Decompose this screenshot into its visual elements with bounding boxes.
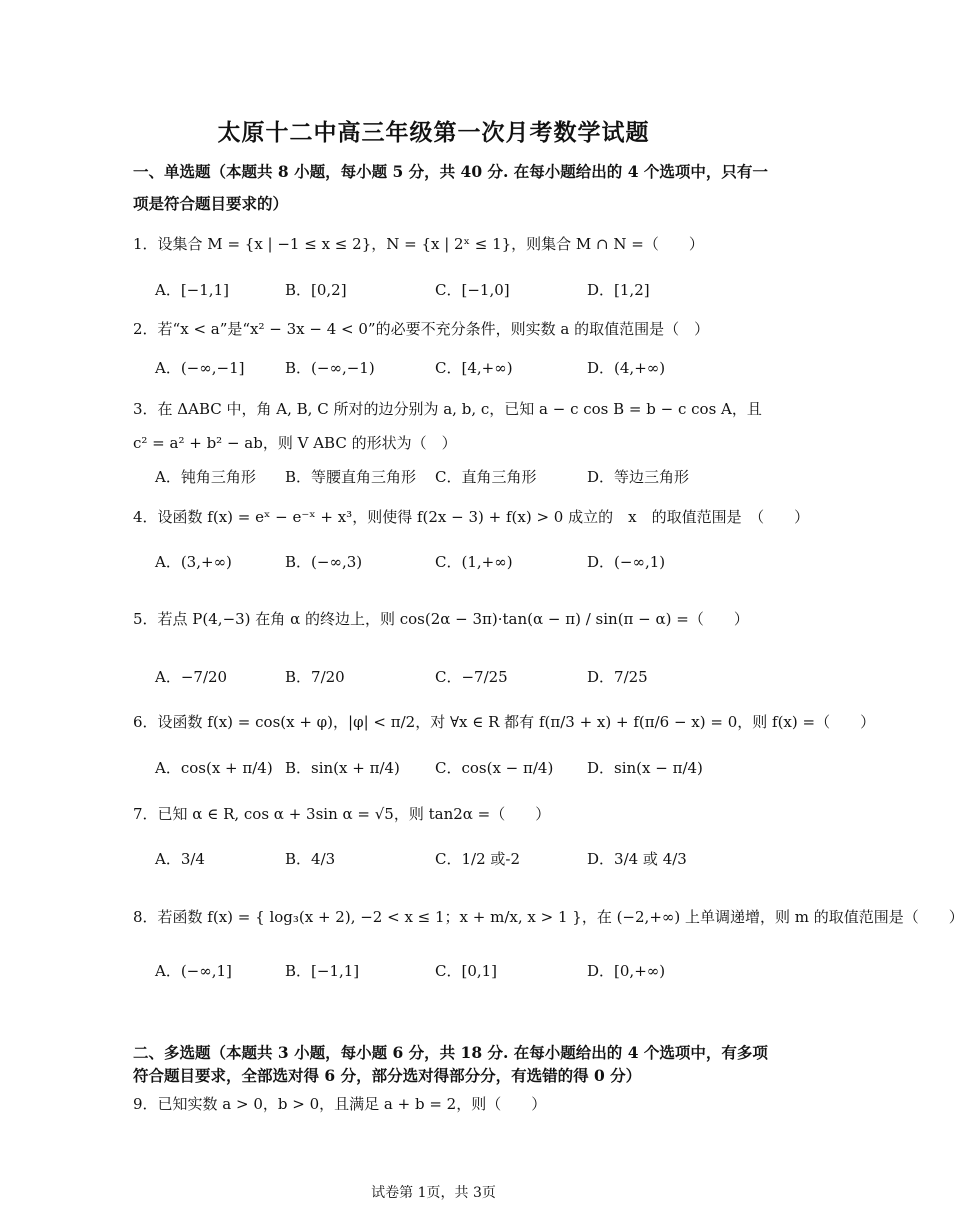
q2-option-c: C．[4,+∞): [435, 359, 513, 377]
section1-heading-line2: 项是符合题目要求的）: [133, 194, 289, 213]
q3-option-c: C．直角三角形: [435, 468, 537, 486]
section1-heading-line1: 一、单选题（本题共 8 小题，每小题 5 分，共 40 分. 在每小题给出的 4 个选项中，只有一: [133, 162, 768, 181]
q1-option-b: B．[0,2]: [285, 281, 347, 299]
q2-option-b: B．(−∞,−1): [285, 359, 375, 377]
question-3-line2: c² = a² + b² − ab，则 V ABC 的形状为（ ）: [133, 434, 457, 452]
q5-option-b: B．7/20: [285, 668, 345, 686]
q5-option-a: A．−7/20: [155, 668, 228, 686]
question-8: 8．若函数 f(x) = { log₃(x + 2), −2 < x ≤ 1；x + m/x, x > 1 }，在 (−2,+∞) 上单调递增，则 m 的取值范围是（ ）: [133, 908, 964, 926]
q3-option-d: D．等边三角形: [587, 468, 690, 486]
q6-option-c: C．cos(x − π/4): [435, 759, 554, 777]
q5-option-c: C．−7/25: [435, 668, 508, 686]
q4-option-d: D．(−∞,1): [587, 553, 666, 571]
question-9: 9．已知实数 a > 0，b > 0，且满足 a + b = 2，则（ ）: [133, 1095, 547, 1113]
q3-option-a: A．钝角三角形: [155, 468, 256, 486]
question-7: 7．已知 α ∈ R, cos α + 3sin α = √5，则 tan2α =（ ）: [133, 805, 551, 823]
q8-option-c: C．[0,1]: [435, 962, 498, 980]
question-3-line1: 3．在 ΔABC 中，角 A, B, C 所对的边分别为 a, b, c，已知 a − c cos B = b − c cos A，且: [133, 400, 762, 418]
section2-heading-line1: 二、多选题（本题共 3 小题，每小题 6 分，共 18 分. 在每小题给出的 4 个选项中，有多项: [133, 1043, 768, 1062]
q2-option-d: D．(4,+∞): [587, 359, 666, 377]
q7-option-b: B．4/3: [285, 850, 336, 868]
q7-option-a: A．3/4: [155, 850, 205, 868]
question-6: 6．设函数 f(x) = cos(x + φ)，|φ| < π/2，对 ∀x ∈ R 都有 f(π/3 + x) + f(π/6 − x) = 0，则 f(x) =（ ）: [133, 713, 876, 731]
q8-option-b: B．[−1,1]: [285, 962, 360, 980]
page-footer: 试卷第 1页，共 3页: [371, 1185, 496, 1201]
question-4: 4．设函数 f(x) = eˣ − e⁻ˣ + x³，则使得 f(2x − 3) + f(x) > 0 成立的 x 的取值范围是 （ ）: [133, 508, 810, 526]
q6-option-d: D．sin(x − π/4): [587, 759, 703, 777]
page-title: 太原十二中高三年级第一次月考数学试题: [217, 119, 650, 146]
q1-option-d: D．[1,2]: [587, 281, 650, 299]
q1-option-a: A．[−1,1]: [155, 281, 229, 299]
question-1: 1．设集合 M = {x | −1 ≤ x ≤ 2}，N = {x | 2ˣ ≤ 1}，则集合 M ∩ N =（ ）: [133, 235, 704, 253]
q1-option-c: C．[−1,0]: [435, 281, 510, 299]
q7-option-d: D．3/4 或 4/3: [587, 850, 687, 868]
q8-option-d: D．[0,+∞): [587, 962, 666, 980]
q6-option-b: B．sin(x + π/4): [285, 759, 400, 777]
q3-option-b: B．等腰直角三角形: [285, 468, 417, 486]
q4-option-c: C．(1,+∞): [435, 553, 513, 571]
q7-option-c: C．1/2 或-2: [435, 850, 520, 868]
q6-option-a: A．cos(x + π/4): [155, 759, 273, 777]
q8-option-a: A．(−∞,1]: [155, 962, 232, 980]
question-5: 5．若点 P(4,−3) 在角 α 的终边上，则 cos(2α − 3π)·tan(α − π) / sin(π − α) =（ ）: [133, 610, 749, 628]
question-2: 2．若“x < a”是“x² − 3x − 4 < 0”的必要不充分条件，则实数 a 的取值范围是（ ）: [133, 320, 710, 338]
q5-option-d: D．7/25: [587, 668, 648, 686]
q4-option-a: A．(3,+∞): [155, 553, 232, 571]
q4-option-b: B．(−∞,3): [285, 553, 363, 571]
section2-heading-line2: 符合题目要求，全部选对得 6 分，部分选对得部分分，有选错的得 0 分）: [133, 1066, 642, 1085]
q2-option-a: A．(−∞,−1]: [155, 359, 245, 377]
